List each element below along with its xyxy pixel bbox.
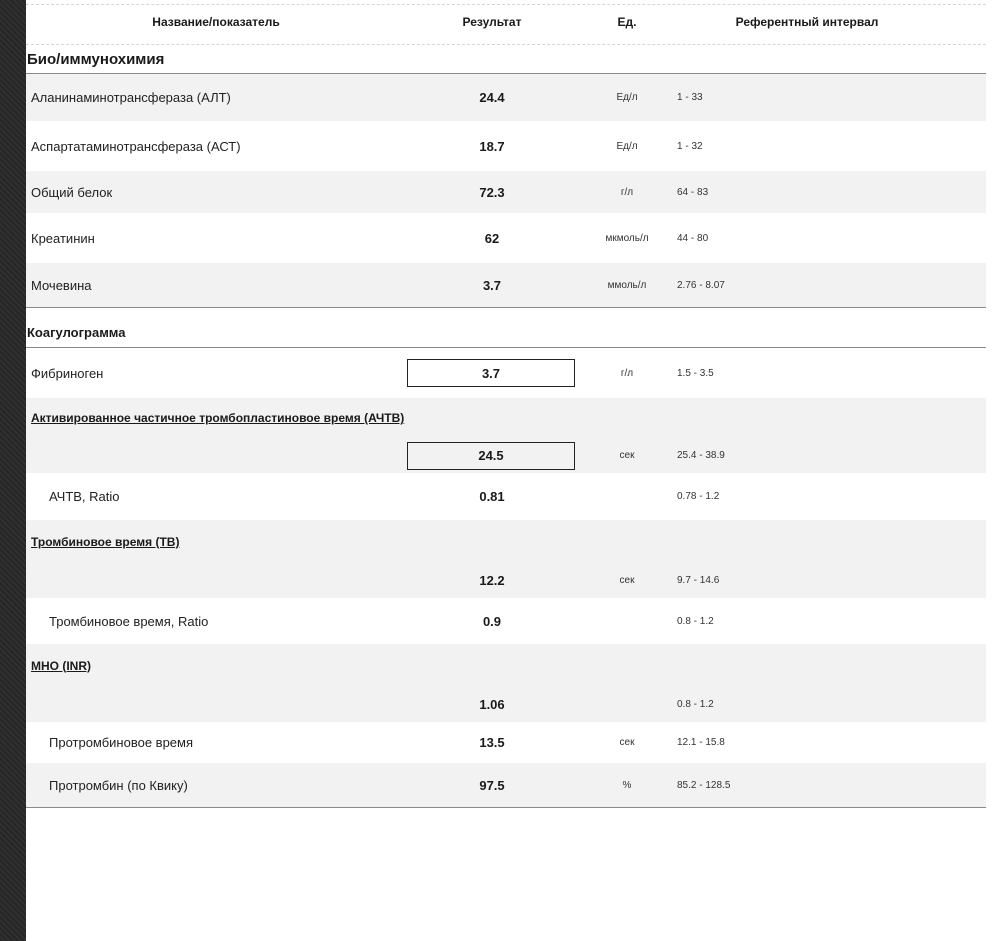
- test-reference: 64 - 83: [677, 186, 709, 198]
- test-result: 0.9: [482, 613, 502, 629]
- table-row: [26, 74, 986, 121]
- test-unit: Ед/л: [616, 92, 638, 103]
- header-name: Название/показатель: [152, 15, 280, 29]
- test-result: 24.4: [479, 90, 505, 105]
- test-result: 3.7: [482, 277, 502, 293]
- table-row-fibrinogen: [26, 348, 986, 398]
- test-reference: 9.7 - 14.6: [677, 575, 720, 586]
- subsection-title: МНО (INR): [31, 658, 91, 673]
- section-coagulogram: [26, 318, 986, 348]
- test-name: Тромбиновое время, Ratio: [49, 613, 209, 629]
- table-row: [26, 438, 986, 473]
- test-name: Протромбиновое время: [49, 735, 194, 750]
- test-name: Аланинаминотрансфераза (АЛТ): [31, 90, 231, 105]
- test-unit: г/л: [620, 186, 634, 198]
- table-row: [26, 687, 986, 722]
- test-unit: мкмоль/л: [605, 232, 649, 244]
- subsection-title: Тромбиновое время (ТВ): [31, 534, 180, 549]
- table-row: [26, 121, 986, 171]
- test-reference: 2.76 - 8.07: [677, 279, 725, 291]
- test-name: Протромбин (по Квику): [49, 777, 188, 793]
- table-row: [26, 171, 986, 213]
- table-row: [26, 473, 986, 520]
- test-unit: сек: [619, 575, 635, 586]
- test-unit: Ед/л: [616, 140, 638, 152]
- test-unit: ммоль/л: [607, 279, 647, 291]
- test-reference: 0.8 - 1.2: [677, 615, 714, 627]
- test-unit: сек: [619, 450, 635, 461]
- test-result: 97.5: [479, 777, 505, 793]
- test-reference: 25.4 - 38.9: [677, 450, 725, 461]
- subsection-thrombin-time: [26, 520, 986, 563]
- header-result: Результат: [462, 15, 522, 29]
- test-result-flagged: 24.5: [407, 442, 575, 470]
- test-reference: 0.78 - 1.2: [677, 491, 720, 502]
- lab-results-table: [26, 0, 986, 808]
- test-reference: 1.5 - 3.5: [677, 367, 714, 379]
- test-result: 12.2: [479, 573, 505, 588]
- test-unit: сек: [619, 737, 635, 748]
- table-row: [26, 263, 986, 308]
- table-header: [26, 0, 986, 45]
- viewer-background: [0, 0, 26, 941]
- section-gap: [26, 308, 986, 318]
- test-name: Аспартатаминотрансфераза (АСТ): [31, 138, 241, 154]
- test-result: 62: [484, 230, 500, 246]
- test-result-flagged: 3.7: [407, 359, 575, 387]
- test-unit: %: [622, 779, 632, 791]
- section-bio: [26, 45, 986, 74]
- test-reference: 12.1 - 15.8: [677, 737, 725, 748]
- test-reference: 85.2 - 128.5: [677, 779, 731, 791]
- test-name: АЧТВ, Ratio: [49, 489, 120, 504]
- table-row: [26, 722, 986, 763]
- table-row: [26, 213, 986, 263]
- test-result: 72.3: [479, 184, 505, 200]
- subsection-title: Активированное частичное тромбопластиновое время (АЧТВ): [31, 411, 405, 425]
- test-result: 1.06: [479, 697, 505, 712]
- subsection-aptt: [26, 398, 986, 438]
- subsection-inr: [26, 644, 986, 687]
- test-name: Мочевина: [31, 277, 92, 293]
- section-title: Био/иммунохимия: [27, 50, 165, 68]
- table-row: [26, 763, 986, 808]
- test-reference: 1 - 33: [677, 92, 703, 103]
- test-name: Общий белок: [31, 184, 113, 200]
- test-result: 18.7: [479, 138, 505, 154]
- test-reference: 1 - 32: [677, 140, 703, 152]
- test-unit: г/л: [620, 367, 634, 379]
- test-result: 13.5: [479, 735, 505, 750]
- test-name: Креатинин: [31, 230, 95, 246]
- header-unit: Ед.: [617, 15, 637, 29]
- table-row: [26, 563, 986, 598]
- header-reference: Референтный интервал: [735, 15, 879, 29]
- table-row: [26, 598, 986, 644]
- section-title: Коагулограмма: [27, 325, 126, 340]
- test-name: Фибриноген: [31, 365, 104, 381]
- test-reference: 44 - 80: [677, 232, 709, 244]
- test-reference: 0.8 - 1.2: [677, 699, 714, 710]
- test-result: 0.81: [479, 489, 505, 504]
